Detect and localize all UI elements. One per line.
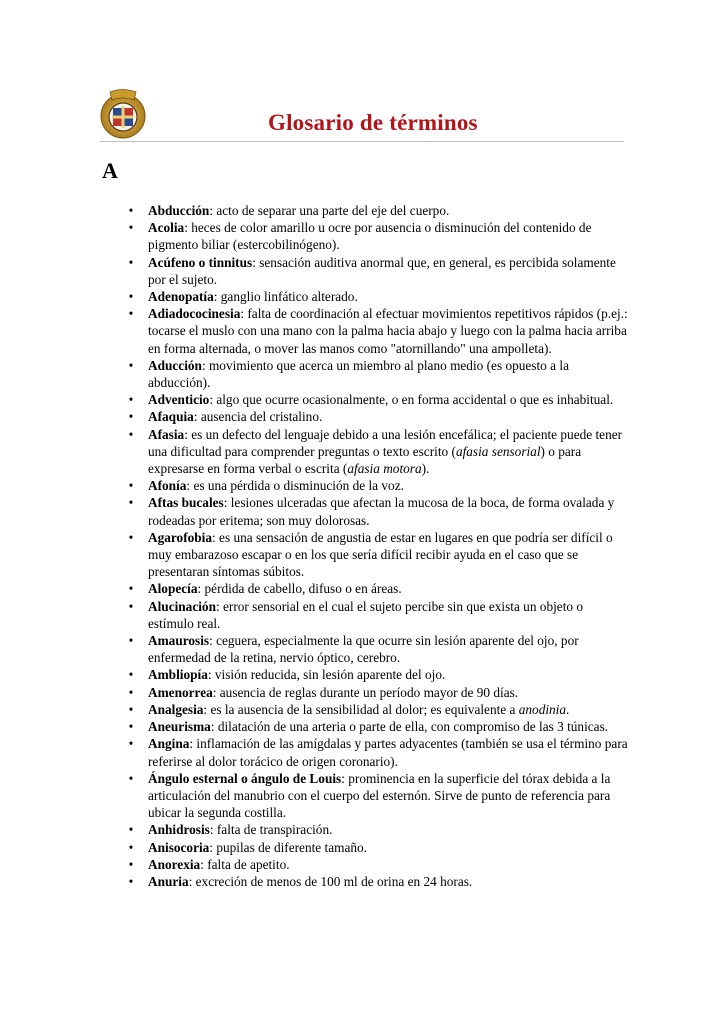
entry-term: Aducción (148, 357, 202, 373)
entry-term: Ambliopía (148, 667, 208, 683)
entry-definition: : heces de color amarillo u ocre por ausencia o disminución del contenido de pigmento biliar (estercobilinógeno). (148, 220, 592, 253)
bullet-icon: • (128, 392, 134, 408)
entry-definition: : falta de apetito. (200, 856, 290, 872)
glossary-entry (124, 735, 628, 769)
entry-term: Abducción (148, 203, 210, 218)
entry-term: Aftas bucales (148, 495, 224, 511)
page-header (100, 88, 624, 142)
entry-definition: : falta de coordinación al efectuar movimientos repetitivos rápidos (p.ej.: tocarse el muslo con una mano con la palma hacia abajo y luego con la palma hacia arriba en forma alternada, o mover las manos como "atornillando" una ampolleta). (148, 306, 628, 356)
entry-term: Adiadococinesia (148, 306, 241, 322)
glossary-entry (124, 839, 628, 856)
entry-definition: : inflamación de las amígdalas y partes adyacentes (también se usa el término para referirse al dolor torácico de origen coronario). (148, 736, 628, 769)
bullet-icon: • (128, 719, 134, 735)
glossary-entry (124, 684, 628, 701)
bullet-icon: • (128, 667, 134, 683)
glossary-entry (124, 254, 628, 288)
bullet-icon: • (128, 856, 134, 872)
entry-term: Agarofobia (148, 529, 213, 545)
bullet-icon: • (128, 495, 134, 511)
entry-definition: : visión reducida, sin lesión aparente del ojo. (207, 667, 446, 683)
page-title: Glosario de términos (268, 110, 478, 135)
glossary-entry (124, 821, 628, 838)
bullet-icon: • (128, 873, 134, 889)
bullet-icon: • (128, 684, 134, 700)
glossary-entry (124, 494, 628, 528)
entry-term: Analgesia (148, 701, 204, 717)
glossary-entry (124, 770, 628, 822)
entry-term: Alucinación (148, 598, 216, 614)
glossary-entry (124, 529, 628, 581)
glossary-entry (124, 219, 628, 253)
entry-term: Acolia (148, 220, 185, 236)
entry-definition: : pérdida de cabello, difuso o en áreas. (197, 581, 402, 597)
glossary-entry (124, 701, 628, 718)
entry-definition: : error sensorial en el cual el sujeto percibe sin que exista un objeto o estímulo real. (148, 598, 584, 631)
glossary-entry (124, 288, 628, 305)
glossary-entry (124, 426, 628, 478)
entry-definition: : movimiento que acerca un miembro al plano medio (es opuesto a la abducción). (148, 357, 569, 391)
entry-definition: : es un defecto del lenguaje debido a una lesión encefálica; el paciente puede tener una dificultad para comprender preguntas o texto escrito ( (148, 426, 623, 459)
entry-italic-term: afasia motora (347, 461, 422, 477)
entry-definition: : ceguera, especialmente la que ocurre sin lesión aparente del ojo, por enfermedad de la retina, nervio óptico, cerebro. (148, 633, 579, 666)
bullet-icon: • (128, 409, 134, 425)
entry-definition: : excreción de menos de 100 ml de orina en 24 horas. (188, 873, 473, 889)
glossary-entry (124, 391, 628, 408)
entry-definition: ) o para expresarse en forma verbal o escrita ( (148, 443, 582, 477)
entry-definition: : prominencia en la superficie del tórax debida a la articulación del manubrio con el cuerpo del esternón. Sirve de punto de referencia para ubicar la segunda costilla. (148, 770, 611, 821)
bullet-icon: • (128, 426, 134, 442)
glossary-entry (124, 477, 628, 494)
entry-definition: : lesiones ulceradas que afectan la mucosa de la boca, de forma ovalada y rodeadas por eritema; son muy dolorosas. (148, 495, 615, 528)
bullet-icon: • (128, 254, 134, 270)
bullet-icon: • (128, 220, 134, 236)
header-divider (100, 141, 624, 142)
entry-definition: : ganglio linfático alterado. (213, 289, 358, 305)
entry-term: Anisocoria (148, 839, 210, 855)
entry-term: Anhidrosis (148, 822, 210, 838)
glossary-entry (124, 598, 628, 632)
bullet-icon: • (128, 581, 134, 597)
entry-definition: . (566, 701, 570, 717)
glossary-entry (124, 873, 628, 890)
entry-definition: : es una pérdida o disminución de la voz. (186, 478, 404, 494)
entry-term: Anuria (148, 873, 189, 889)
bullet-icon: • (128, 598, 134, 614)
bullet-icon: • (128, 478, 134, 494)
bullet-icon: • (128, 289, 134, 305)
bullet-icon: • (128, 203, 134, 218)
entry-definition: : sensación auditiva anormal que, en general, es percibida solamente por el sujeto. (148, 254, 616, 287)
entry-italic-term: anodinia (518, 701, 567, 717)
entry-definition: : es una sensación de angustia de estar en lugares en que podría ser difícil o muy embarazoso escapar o en los que sería difícil recibir ayuda en el caso que se presentaran síntomas súbitos. (148, 529, 613, 580)
entry-definition: : ausencia de reglas durante un período mayor de 90 días. (212, 684, 519, 700)
entry-term: Afonía (148, 478, 187, 494)
bullet-icon: • (128, 822, 134, 838)
glossary-entry (124, 305, 628, 357)
glossary-entry (124, 357, 628, 391)
entry-term: Adenopatía (148, 289, 214, 305)
entry-term: Afasia (148, 426, 185, 442)
entry-definition: ). (421, 461, 430, 477)
section-letter: A (102, 158, 118, 183)
entry-term: Ángulo esternal o ángulo de Louis (148, 770, 342, 786)
glossary-entry (124, 202, 628, 219)
glossary-entry (124, 632, 628, 666)
glossary-entry (124, 408, 628, 425)
entry-term: Alopecía (148, 581, 198, 597)
glossary-entry (124, 718, 628, 735)
glossary-entry (124, 856, 628, 873)
entry-term: Anorexia (148, 856, 201, 872)
bullet-icon: • (128, 529, 134, 545)
glossary-entry (124, 666, 628, 683)
bullet-icon: • (128, 357, 134, 373)
bullet-icon: • (128, 736, 134, 752)
entry-italic-term: afasia sensorial (455, 443, 541, 459)
glossary-list (124, 202, 628, 890)
entry-definition: : dilatación de una arteria o parte de ella, con compromiso de las 3 túnicas. (210, 719, 609, 735)
entry-term: Aneurisma (148, 719, 211, 735)
bullet-icon: • (128, 306, 134, 322)
entry-definition: : pupilas de diferente tamaño. (209, 839, 367, 855)
bullet-icon: • (128, 770, 134, 786)
entry-definition: : es la ausencia de la sensibilidad al dolor; es equivalente a (203, 701, 519, 717)
entry-term: Angina (148, 736, 190, 752)
entry-definition: : falta de transpiración. (209, 822, 333, 838)
bullet-icon: • (128, 701, 134, 717)
entry-definition: : ausencia del cristalino. (193, 409, 323, 425)
entry-term: Amaurosis (148, 633, 210, 649)
entry-term: Adventicio (148, 392, 210, 408)
entry-term: Amenorrea (148, 684, 213, 700)
bullet-icon: • (128, 633, 134, 649)
university-crest-logo (100, 88, 146, 140)
entry-definition: : acto de separar una parte del eje del cuerpo. (209, 203, 450, 218)
entry-definition: : algo que ocurre ocasionalmente, o en forma accidental o que es inhabitual. (209, 392, 614, 408)
glossary-entry (124, 580, 628, 597)
bullet-icon: • (128, 839, 134, 855)
entry-term: Acúfeno o tinnitus (148, 254, 253, 270)
entry-term: Afaquia (148, 409, 194, 425)
